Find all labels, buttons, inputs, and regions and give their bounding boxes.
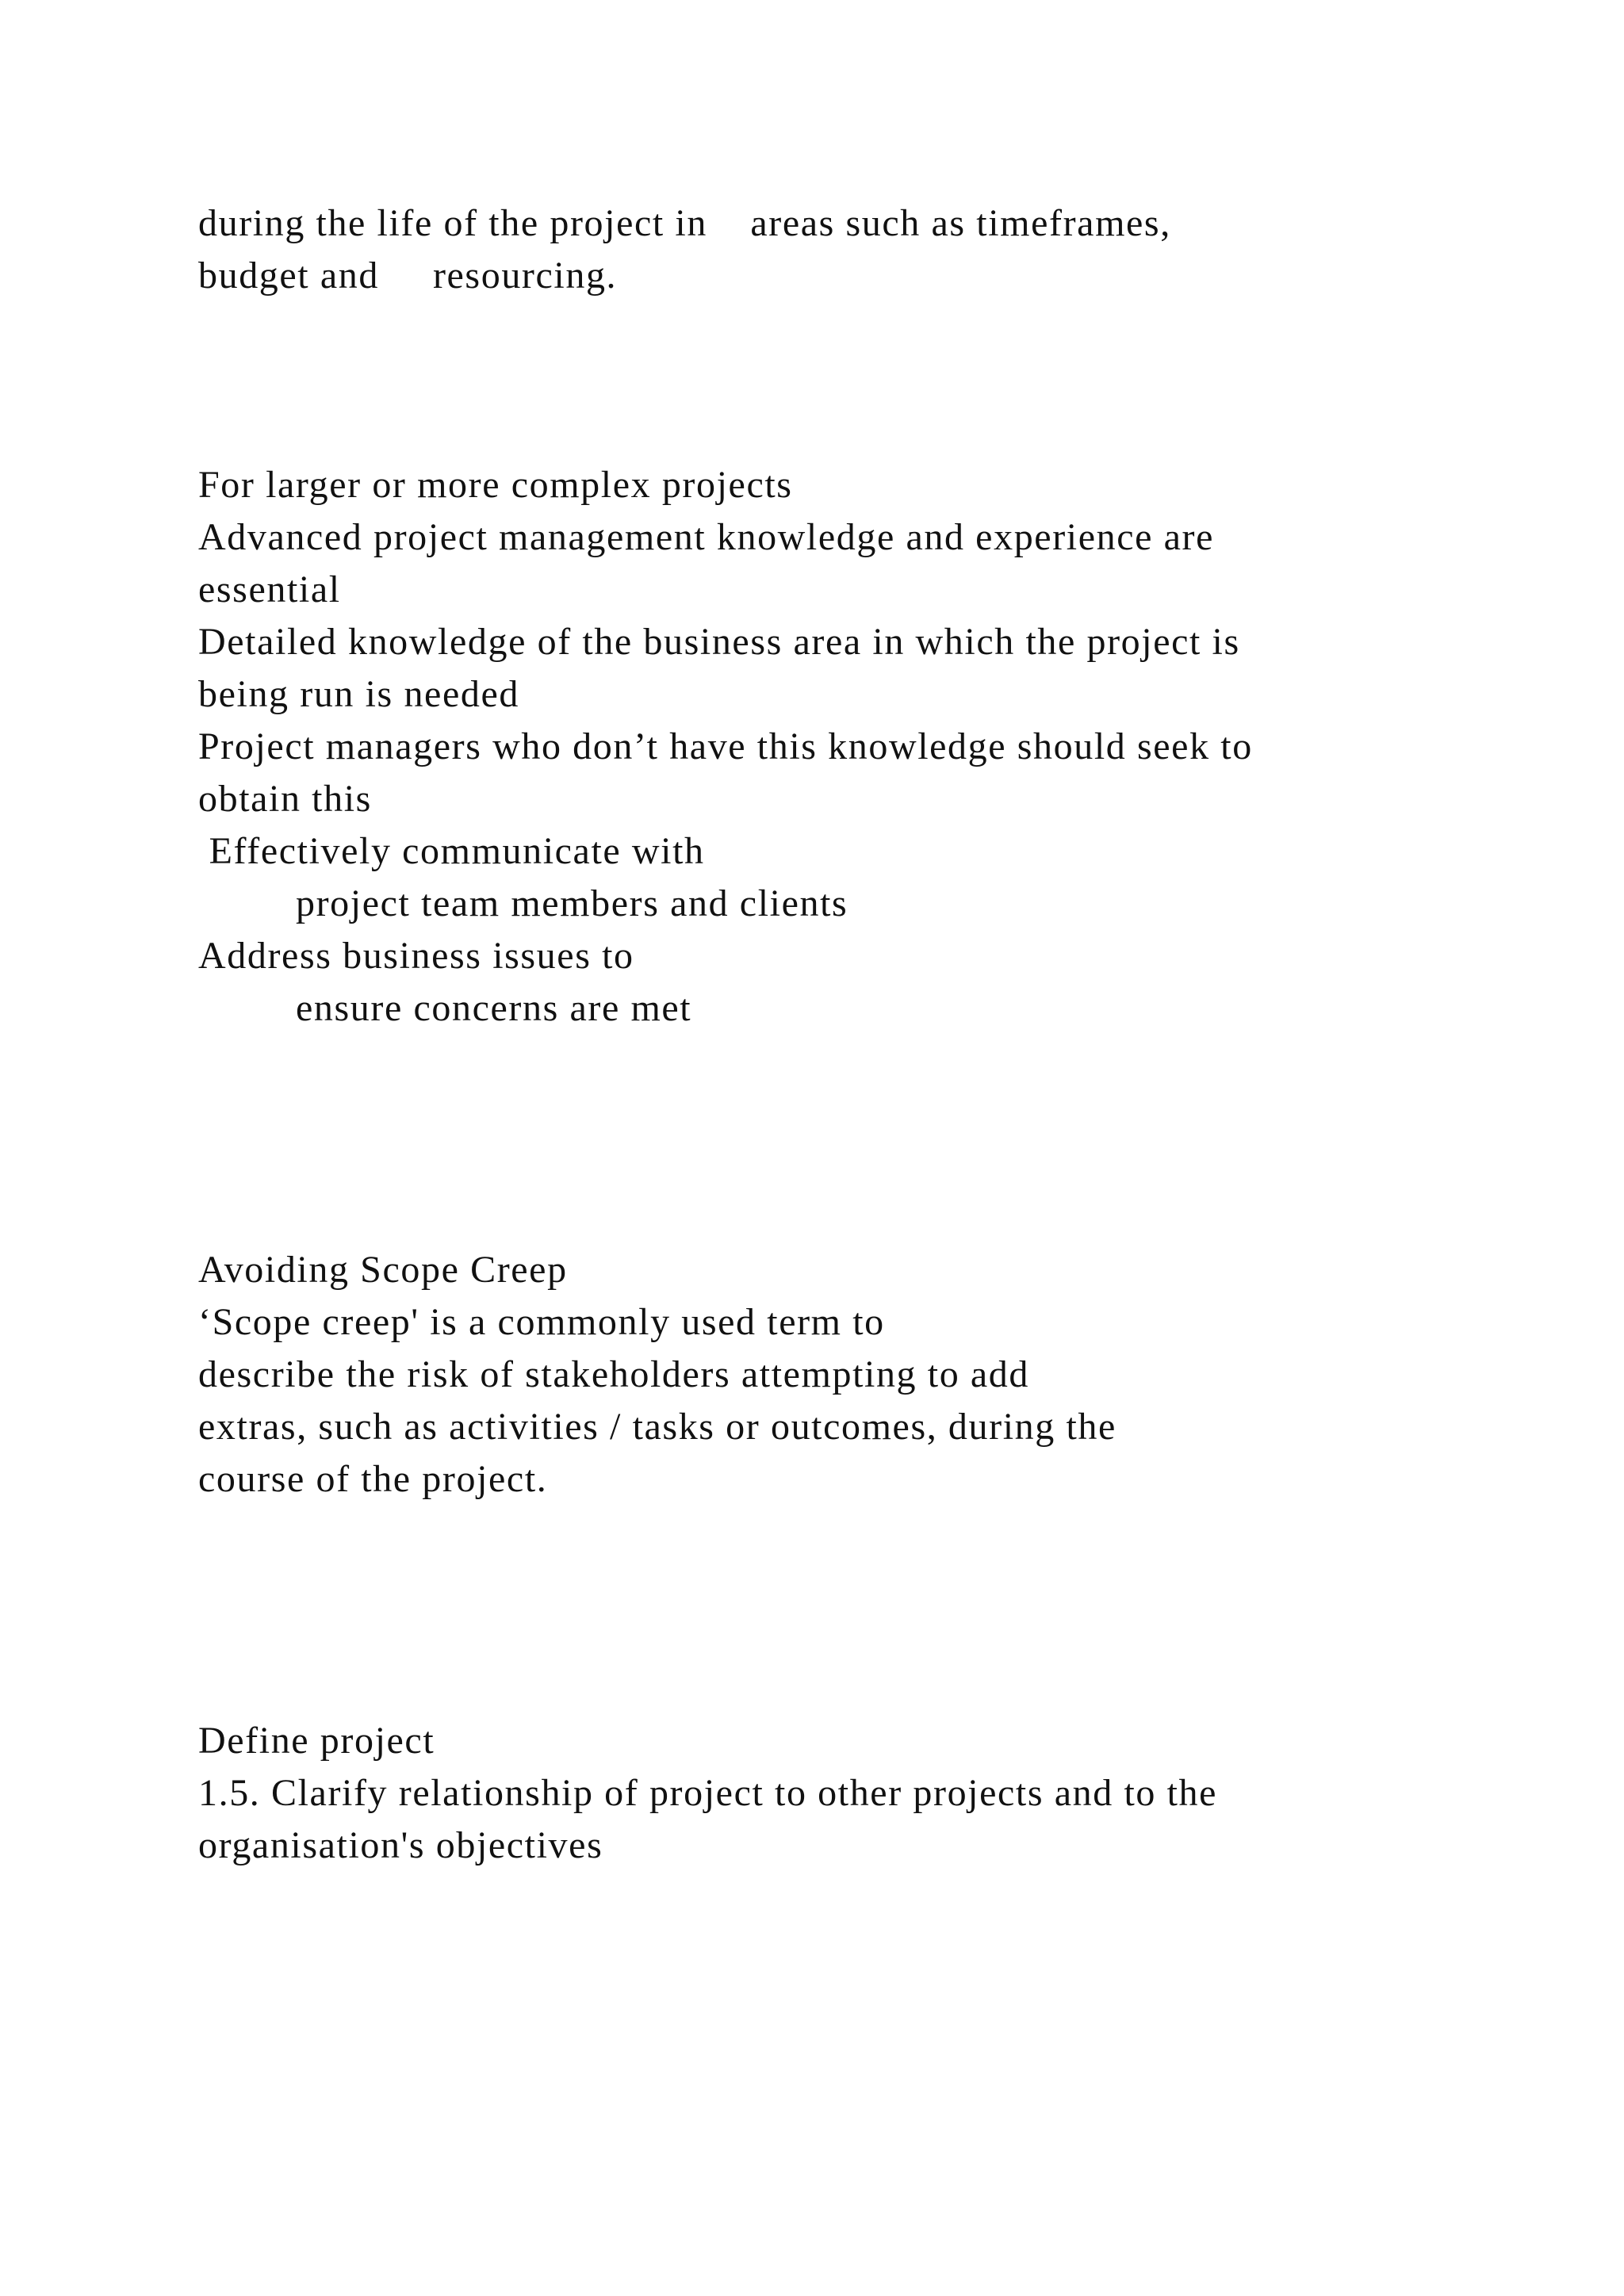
text-line: describe the risk of stakeholders attempting to add [198,1353,1029,1395]
text-line: Advanced project management knowledge and experience are [198,516,1215,558]
text-line: extras, such as activities / tasks or outcomes, during the [198,1406,1116,1448]
section-heading: For larger or more complex projects [198,464,793,506]
section-heading: Avoiding Scope Creep [198,1249,568,1291]
text-line: ‘Scope creep' is a commonly used term to [198,1301,885,1343]
text-line: Effectively communicate with [198,830,705,872]
text-line: Project managers who don’t have this knowledge should seek to [198,725,1253,767]
text-line: organisation's objectives [198,1824,603,1866]
text-line: Detailed knowledge of the business area in which the project is [198,621,1240,663]
text-line: essential [198,568,341,610]
indented-text-line: project team members and clients [296,882,848,924]
text-line: course of the project. [198,1458,548,1500]
indented-text-line: ensure concerns are met [296,987,692,1029]
text-line: obtain this [198,778,372,820]
text-line: budget and resourcing. [198,254,618,297]
text-line: Address business issues to [198,935,634,977]
text-line: during the life of the project in areas such as timeframes, [198,202,1171,244]
text-line: being run is needed [198,673,519,715]
text-line: 1.5. Clarify relationship of project to other projects and to the [198,1772,1218,1814]
section-heading: Define project [198,1720,435,1762]
